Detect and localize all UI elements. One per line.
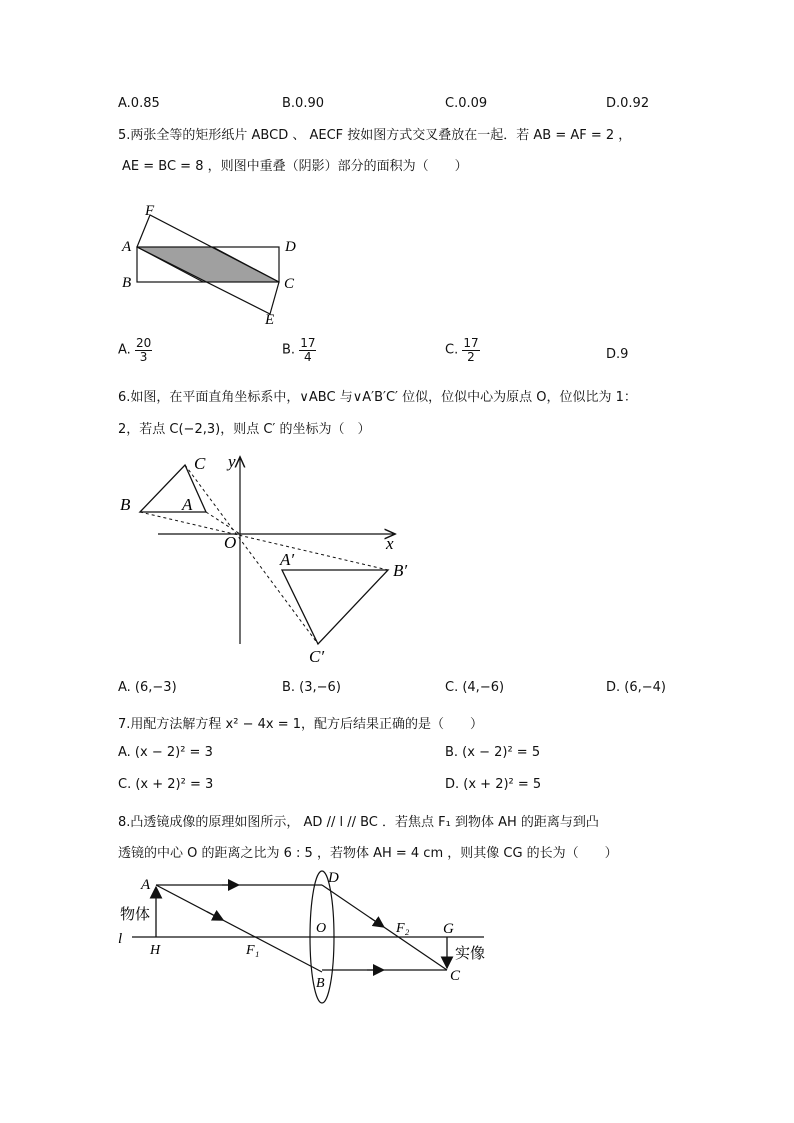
label-c-prime: C′ xyxy=(309,647,325,666)
q8-text-line1: 8.凸透镜成像的原理如图所示， AD // l // BC ．若焦点 F₁ 到物体 AH 的距离与到凸 xyxy=(118,815,599,830)
q7-option-a: A. (x − 2)² = 3 xyxy=(118,745,213,760)
q4-option-d: D.0.92 xyxy=(606,96,650,111)
q7-option-b: B. (x − 2)² = 5 xyxy=(445,745,541,760)
label-b: B xyxy=(122,275,132,291)
triangle-a-prime-b-prime-c-prime xyxy=(282,570,388,644)
label-e: E xyxy=(265,312,275,328)
label-b: B xyxy=(316,976,325,991)
q5-text-line2: AE = BC = 8 ，则图中重叠（阴影）部分的面积为（ ） xyxy=(122,159,468,174)
dashed-line-aa xyxy=(206,512,240,534)
label-c: C xyxy=(194,454,206,473)
label-y: y xyxy=(228,452,236,471)
label-o: O xyxy=(224,533,237,552)
label-object: 物体 xyxy=(120,905,151,923)
label-c: C xyxy=(450,968,461,984)
ray-dc xyxy=(322,885,447,970)
q6-coordinate-figure xyxy=(110,448,420,670)
dashed-line-cc xyxy=(185,465,318,644)
q6-option-b: B. (3,−6) xyxy=(282,680,341,695)
q6-option-c: C. (4,−6) xyxy=(445,680,505,695)
q6-text-line1: 6.如图，在平面直角坐标系中，∨ABC 与∨A′B′C′ 位似，位似中心为原点 O，位似比为 1： xyxy=(118,390,637,405)
q6-text-line2: 2，若点 C(−2,3)，则点 C′ 的坐标为（ ） xyxy=(118,422,371,437)
label-d: D xyxy=(285,239,296,255)
label-c: C xyxy=(284,276,295,292)
label-h: H xyxy=(150,943,161,958)
q7-option-c: C. (x + 2)² = 3 xyxy=(118,777,214,792)
q6-option-d: D. (6,−4) xyxy=(606,680,666,695)
q8-convex-lens-figure xyxy=(112,866,502,1004)
label-x: x xyxy=(386,534,394,553)
label-real-image: 实像 xyxy=(455,944,486,962)
label-a: A xyxy=(141,877,151,893)
q7-option-d: D. (x + 2)² = 5 xyxy=(445,777,542,792)
q6-option-a: A. (6,−3) xyxy=(118,680,177,695)
q7-text: 7.用配方法解方程 x² − 4x = 1，配方后结果正确的是（ ） xyxy=(118,717,483,732)
q4-option-c: C.0.09 xyxy=(445,96,488,111)
label-f2: F₂ xyxy=(396,921,410,936)
q5-option-a: A. $\frac{20}{3}$ xyxy=(118,336,152,364)
label-b-prime: B′ xyxy=(393,561,408,580)
label-f1: F₁ xyxy=(246,943,260,958)
q4-option-a: A.0.85 xyxy=(118,96,160,111)
label-a: A xyxy=(182,495,193,514)
q5-option-d: D.9 xyxy=(606,347,629,362)
label-d: D xyxy=(328,870,339,886)
label-o: O xyxy=(316,921,327,936)
label-l: l xyxy=(118,931,123,947)
q5-rectangles-figure xyxy=(115,198,315,330)
q5-text-line1: 5.两张全等的矩形纸片 ABCD 、 AECF 按如图方式交叉叠放在一起．若 AB = AF = 2 ， xyxy=(118,128,632,143)
ray-ab xyxy=(156,885,322,972)
label-f: F xyxy=(145,203,155,219)
dashed-line-bb xyxy=(140,512,388,570)
label-a: A xyxy=(122,239,132,255)
q5-option-c: C. $\frac{17}{2}$ xyxy=(445,336,479,364)
q5-option-b: B. $\frac{17}{4}$ xyxy=(282,336,316,364)
label-a-prime: A′ xyxy=(280,550,295,569)
q8-text-line2: 透镜的中心 O 的距离之比为 6 : 5 ，若物体 AH = 4 cm ，则其像 CG 的长为（ ） xyxy=(118,846,618,861)
q4-option-b: B.0.90 xyxy=(282,96,324,111)
label-b: B xyxy=(120,495,131,514)
label-g: G xyxy=(443,921,454,937)
